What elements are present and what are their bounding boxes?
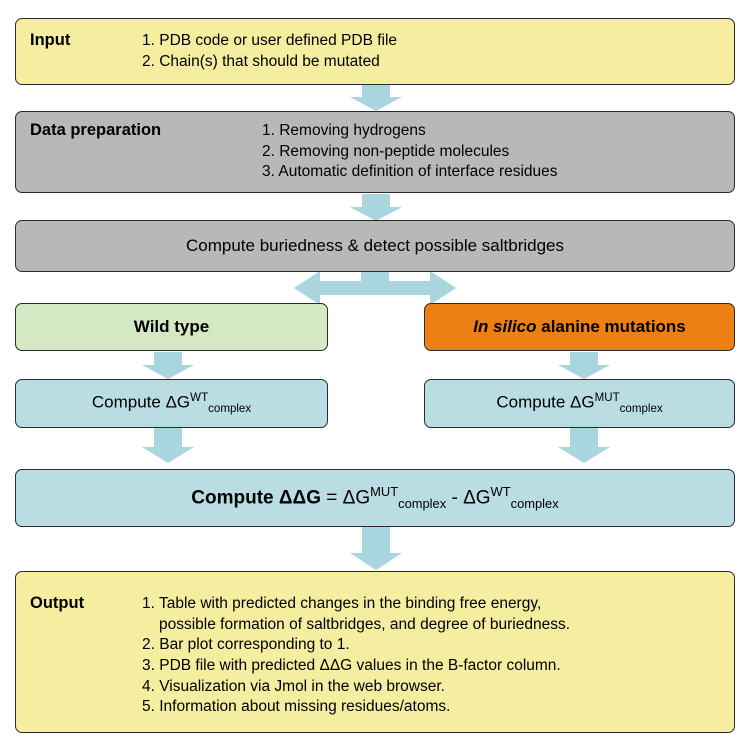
- node-alanine-mutations: [424, 303, 735, 351]
- list-item: 5. Information about missing residues/atoms.: [142, 698, 451, 716]
- node-buriedness: [15, 220, 735, 272]
- compute-dg-mut-label: [425, 392, 734, 415]
- wild-type-label: Wild type: [133, 317, 210, 336]
- compute-ddg-label: [16, 484, 734, 511]
- compute-dg-wt-sup: WT: [190, 391, 209, 404]
- alanine-mutations-label: [425, 317, 734, 337]
- compute-ddg-term1-sub: complex: [398, 496, 447, 512]
- compute-dg-mut-pre: Compute: [496, 392, 571, 412]
- alanine-mutations-label-rest: alanine mutations: [536, 317, 686, 336]
- node-output: [15, 571, 735, 733]
- list-item: 1. PDB code or user defined PDB file: [142, 31, 398, 49]
- arrow-wildtype-to-computewt: [140, 352, 196, 380]
- list-item: 4. Visualization via Jmol in the web browser.: [142, 677, 445, 695]
- output-items: [142, 594, 570, 718]
- output-label: Output: [30, 594, 85, 613]
- input-label: Input: [30, 30, 71, 49]
- compute-dg-wt-label: [16, 392, 327, 415]
- compute-dg-mut-delta: ΔG: [570, 392, 595, 412]
- arrow-computewt-to-ddg: [140, 428, 196, 464]
- node-compute-dg-mut: [424, 379, 735, 428]
- arrow-ddg-to-output: [348, 527, 404, 571]
- arrow-input-to-datapreparation: [348, 84, 404, 112]
- compute-ddg-term2-delta: ΔG: [463, 487, 491, 509]
- compute-ddg-bold: Compute ΔΔG: [191, 487, 321, 509]
- compute-dg-wt-delta: ΔG: [165, 392, 191, 412]
- compute-dg-mut-sub: complex: [619, 403, 663, 416]
- list-item: 1. Removing hydrogens: [262, 122, 426, 140]
- data-preparation-items: [262, 121, 558, 183]
- arrow-mutations-to-computemut: [556, 352, 612, 380]
- compute-dg-wt-pre: Compute: [91, 392, 166, 412]
- list-item: 1. Table with predicted changes in the binding free energy,: [142, 595, 542, 613]
- node-compute-dg-wt: [15, 379, 328, 428]
- node-compute-ddg: [15, 469, 735, 527]
- input-items: [142, 31, 397, 72]
- list-item-continuation: possible formation of saltbridges, and degree of buriedness.: [159, 615, 570, 633]
- list-item: 3. PDB file with predicted ΔΔG values in the B-factor column.: [142, 657, 561, 674]
- data-preparation-label: Data preparation: [30, 121, 162, 140]
- node-data-preparation: [15, 111, 735, 193]
- compute-ddg-term2-sup: WT: [490, 484, 511, 500]
- compute-dg-wt-sub: complex: [208, 403, 252, 416]
- compute-ddg-term1-sup: MUT: [370, 484, 399, 500]
- arrow-datapreparation-to-buriedness: [348, 194, 404, 222]
- compute-ddg-minus: -: [446, 487, 464, 509]
- node-wild-type: [15, 303, 328, 351]
- list-item: 3. Automatic definition of interface residues: [262, 163, 558, 181]
- list-item: 2. Bar plot corresponding to 1.: [142, 636, 350, 654]
- node-input: [15, 18, 735, 85]
- buriedness-label: Compute buriedness & detect possible saltbridges: [186, 236, 564, 255]
- compute-dg-mut-sup: MUT: [594, 391, 620, 404]
- list-item: 2. Chain(s) that should be mutated: [142, 52, 380, 70]
- arrow-computemut-to-ddg: [556, 428, 612, 464]
- alanine-mutations-label-italic: In silico: [473, 317, 537, 336]
- compute-ddg-term2-sub: complex: [510, 496, 559, 512]
- compute-ddg-eq: =: [321, 487, 343, 509]
- compute-ddg-term1-delta: ΔG: [342, 487, 371, 509]
- list-item: 2. Removing non-peptide molecules: [262, 142, 510, 160]
